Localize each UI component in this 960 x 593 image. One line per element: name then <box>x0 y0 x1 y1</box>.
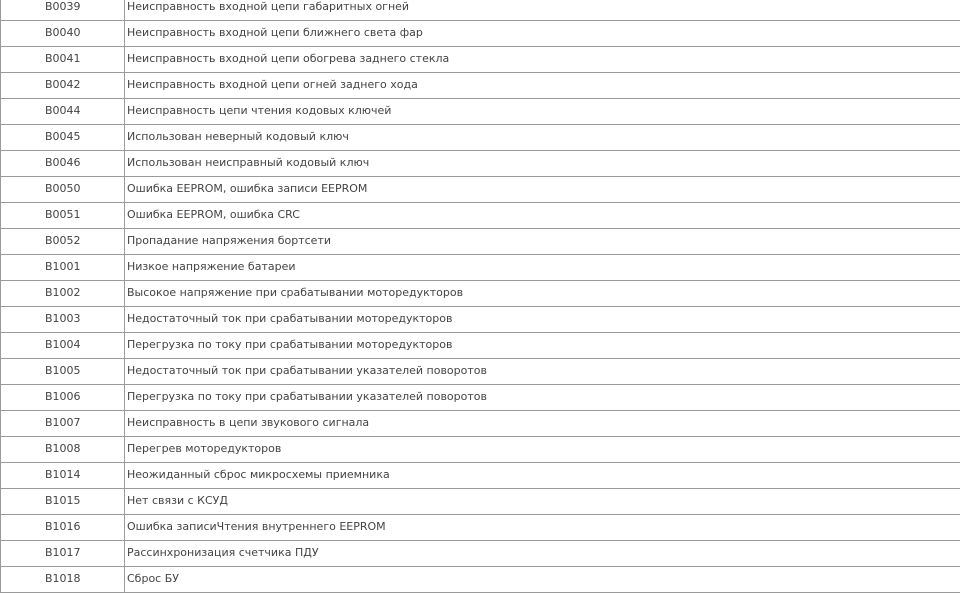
error-description-cell: Недостаточный ток при срабатывании моторедукторов <box>125 307 960 333</box>
error-description-cell: Перегрев моторедукторов <box>125 437 960 463</box>
error-code-cell: B0041 <box>1 47 125 73</box>
error-code-cell: B1007 <box>1 411 125 437</box>
error-description-cell: Сброс БУ <box>125 567 960 593</box>
table-row <box>1 21 960 47</box>
table-row <box>1 255 960 281</box>
error-code-cell: B1005 <box>1 359 125 385</box>
error-code-cell: B1006 <box>1 385 125 411</box>
error-description-cell: Ошибка EEPROM, ошибка записи EEPROM <box>125 177 960 203</box>
error-code-cell: B0044 <box>1 99 125 125</box>
error-description-cell: Высокое напряжение при срабатывании моторедукторов <box>125 281 960 307</box>
error-codes-table-body <box>1 0 960 593</box>
table-row <box>1 515 960 541</box>
table-row <box>1 541 960 567</box>
error-description-cell: Ошибка EEPROM, ошибка CRC <box>125 203 960 229</box>
table-row <box>1 359 960 385</box>
table-row <box>1 333 960 359</box>
error-code-cell: B1001 <box>1 255 125 281</box>
table-row <box>1 151 960 177</box>
error-description-cell: Рассинхронизация счетчика ПДУ <box>125 541 960 567</box>
error-code-cell: B0050 <box>1 177 125 203</box>
error-description-cell: Нет связи с КСУД <box>125 489 960 515</box>
table-row <box>1 203 960 229</box>
error-code-cell: B0046 <box>1 151 125 177</box>
error-code-cell: B1004 <box>1 333 125 359</box>
table-row <box>1 411 960 437</box>
error-description-cell: Использован неисправный кодовый ключ <box>125 151 960 177</box>
table-row <box>1 463 960 489</box>
table-row <box>1 281 960 307</box>
error-description-cell: Ошибка записиЧтения внутреннего EEPROM <box>125 515 960 541</box>
error-description-cell: Неисправность цепи чтения кодовых ключей <box>125 99 960 125</box>
error-code-cell: B1014 <box>1 463 125 489</box>
error-code-cell: B0045 <box>1 125 125 151</box>
table-row <box>1 385 960 411</box>
error-code-cell: B1002 <box>1 281 125 307</box>
table-row <box>1 307 960 333</box>
error-code-cell: B1017 <box>1 541 125 567</box>
table-row <box>1 125 960 151</box>
error-code-cell: B1003 <box>1 307 125 333</box>
table-row <box>1 489 960 515</box>
table-row <box>1 229 960 255</box>
error-code-cell: B1015 <box>1 489 125 515</box>
error-code-cell: B1008 <box>1 437 125 463</box>
table-row <box>1 73 960 99</box>
error-description-cell: Неисправность входной цепи огней заднего хода <box>125 73 960 99</box>
table-row <box>1 177 960 203</box>
table-row <box>1 99 960 125</box>
error-description-cell: Неисправность входной цепи обогрева заднего стекла <box>125 47 960 73</box>
error-description-cell: Неисправность входной цепи ближнего света фар <box>125 21 960 47</box>
error-description-cell: Неожиданный сброс микросхемы приемника <box>125 463 960 489</box>
error-code-cell: B0039 <box>1 0 125 21</box>
error-description-cell: Недостаточный ток при срабатывании указателей поворотов <box>125 359 960 385</box>
error-description-cell: Перегрузка по току при срабатывании указателей поворотов <box>125 385 960 411</box>
error-description-cell: Перегрузка по току при срабатывании моторедукторов <box>125 333 960 359</box>
error-code-cell: B0052 <box>1 229 125 255</box>
error-code-cell: B0042 <box>1 73 125 99</box>
error-code-cell: B1018 <box>1 567 125 593</box>
error-code-cell: B1016 <box>1 515 125 541</box>
error-description-cell: Пропадание напряжения бортсети <box>125 229 960 255</box>
error-description-cell: Неисправность в цепи звукового сигнала <box>125 411 960 437</box>
table-row <box>1 567 960 593</box>
error-description-cell: Использован неверный кодовый ключ <box>125 125 960 151</box>
error-code-cell: B0051 <box>1 203 125 229</box>
error-code-cell: B0040 <box>1 21 125 47</box>
error-description-cell: Неисправность входной цепи габаритных огней <box>125 0 960 21</box>
error-description-cell: Низкое напряжение батареи <box>125 255 960 281</box>
table-row <box>1 0 960 21</box>
table-row <box>1 437 960 463</box>
table-row <box>1 47 960 73</box>
